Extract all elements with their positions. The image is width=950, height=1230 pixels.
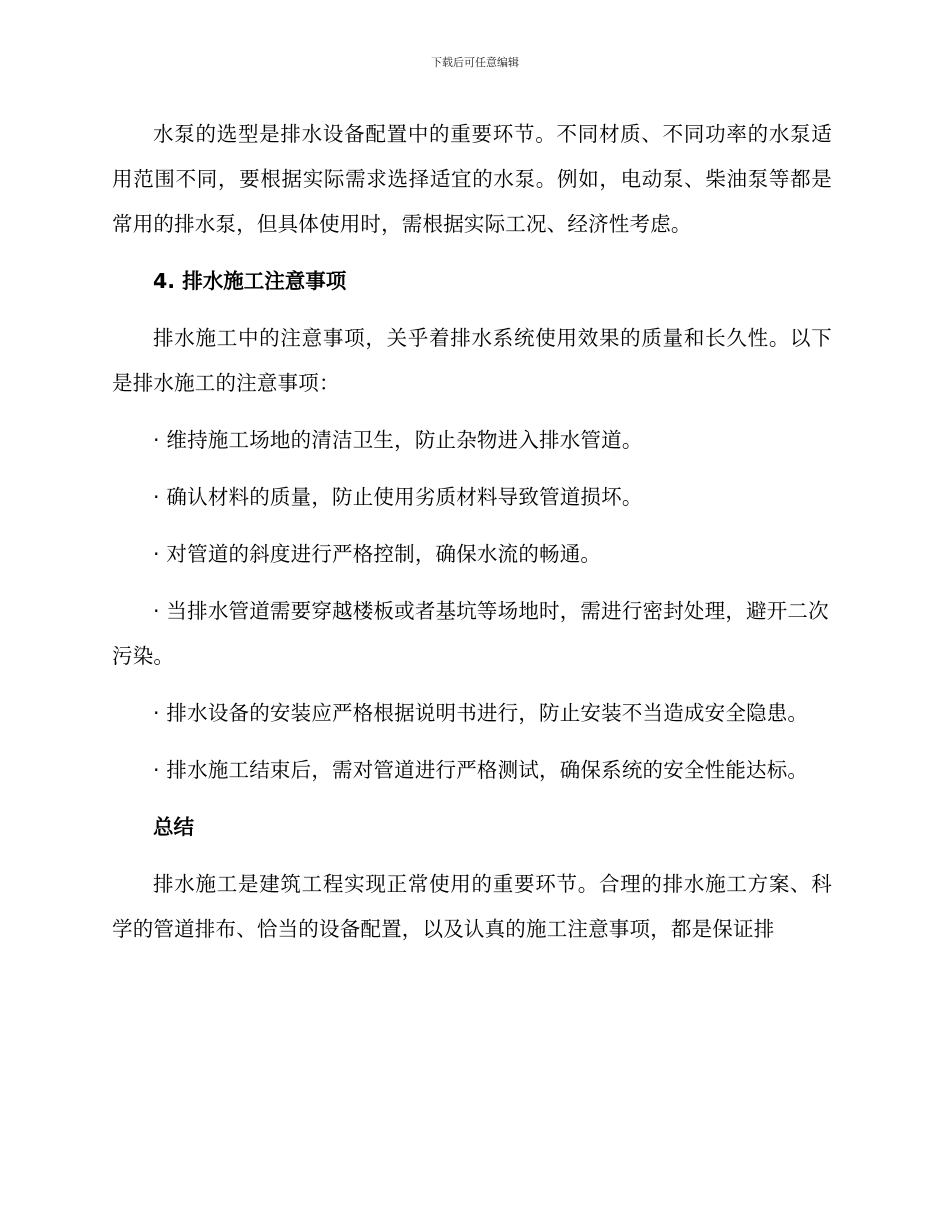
page-header: 下载后可任意编辑	[431, 56, 519, 69]
document-body	[112, 112, 832, 952]
bullet-item: · 排水设备的安装应严格根据说明书进行，防止安装不当造成安全隐患。	[153, 701, 809, 725]
bullet-item: · 确认材料的质量，防止使用劣质材料导致管道损坏。	[153, 485, 643, 509]
bullet-item: · 维持施工场地的清洁卫生，防止杂物进入排水管道。	[153, 428, 643, 452]
section-heading-summary: 总结	[153, 815, 194, 839]
bullet-item: · 排水施工结束后，需对管道进行严格测试，确保系统的安全性能达标。	[153, 758, 809, 782]
bullet-item: · 对管道的斜度进行严格控制，确保水流的畅通。	[153, 542, 602, 566]
section-heading-construction-notes: 4. 排水施工注意事项	[153, 269, 347, 293]
bullet-item: · 当排水管道需要穿越楼板或者基坑等场地时，需进行密封处理，避开二次污染。	[112, 599, 829, 668]
paragraph-pump-selection: 水泵的选型是排水设备配置中的重要环节。不同材质、不同功率的水泵适用范围不同，要根据实际需求选择适宜的水泵。例如，电动泵、柴油泵等都是常用的排水泵，但具体使用时，需根据实际工况、经济性考虑。	[112, 122, 832, 236]
paragraph-notes-intro: 排水施工中的注意事项，关乎着排水系统使用效果的质量和长久性。以下是排水施工的注意事项：	[112, 326, 832, 395]
paragraph-summary: 排水施工是建筑工程实现正常使用的重要环节。合理的排水施工方案、科学的管道排布、恰当的设备配置，以及认真的施工注意事项，都是保证排	[112, 872, 832, 941]
